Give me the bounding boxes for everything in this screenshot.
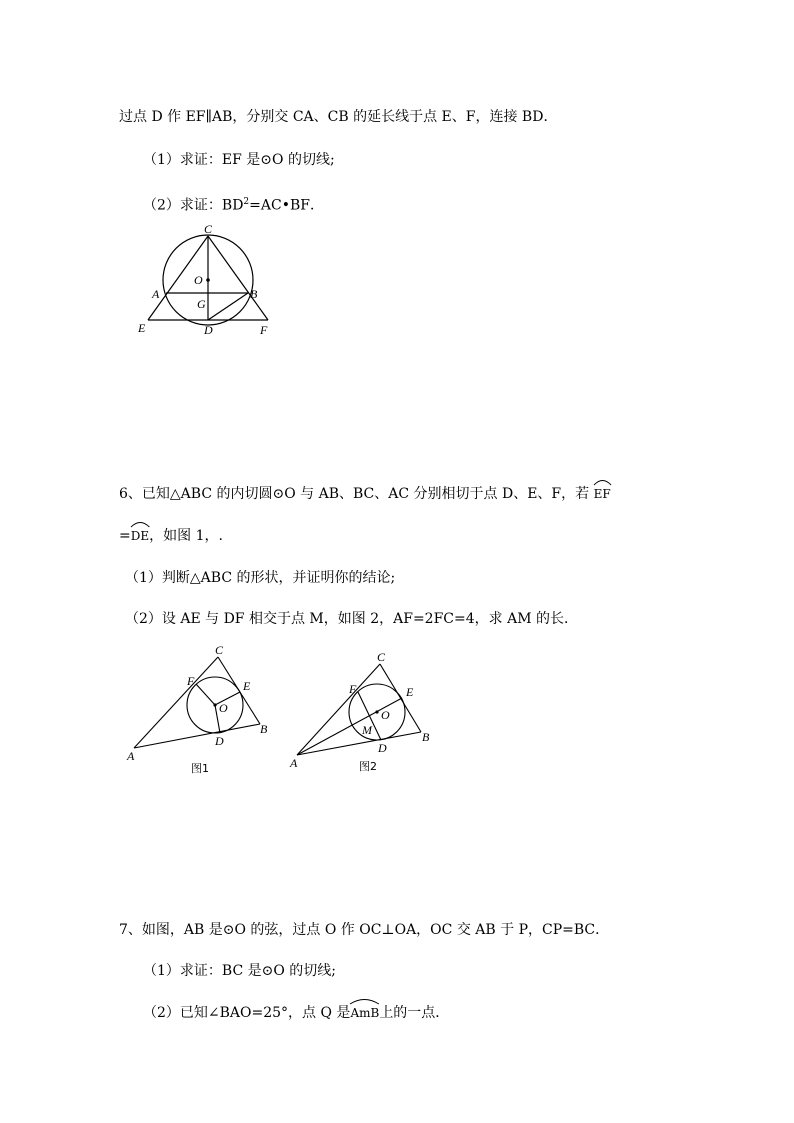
problem7-question2-prefix: （2）已知∠BAO=25°，点 Q 是: [143, 1005, 351, 1021]
arc-de-label: DE: [130, 529, 150, 543]
problem5-question2-exponent: 2: [243, 197, 250, 207]
fig2-label-e: E: [406, 685, 414, 699]
fig1-label-c: C: [215, 643, 224, 657]
problem5-question1: （1）求证：EF 是⊙O 的切线;: [143, 152, 335, 168]
label-e: E: [138, 321, 146, 335]
fig1-label-e: E: [243, 679, 251, 693]
arc-ef-label: EF: [593, 487, 611, 501]
arc-amb: [350, 1004, 379, 1022]
problem7-question2: [143, 1004, 449, 1022]
fig2-segment-ab: [297, 732, 421, 755]
fig2-caption: 图2: [359, 760, 377, 773]
problem7-question2-suffix: 上的一点．: [379, 1005, 450, 1021]
label-b: B: [250, 287, 258, 301]
problem6-statement-tail: ，如图 1，.: [149, 528, 223, 544]
label-a: A: [152, 287, 160, 301]
fig2-label-b: B: [422, 730, 430, 744]
fig2-label-f: F: [349, 682, 357, 696]
problem6-statement-text: 6、已知△ABC 的内切圆⊙O 与 AB、BC、AC 分别相切于点 D、E、F，若: [119, 486, 590, 502]
fig2-label-o: O: [381, 708, 390, 722]
problem7-question1: （1）求证：BC 是⊙O 的切线;: [143, 963, 336, 979]
problem5-question2-suffix: =AC•BF．: [249, 197, 324, 214]
fig1-label-a: A: [127, 749, 135, 763]
fig1-label-f: F: [187, 674, 195, 688]
problem7-statement: 7、如图，AB 是⊙O 的弦，过点 O 作 OC⊥OA，OC 交 AB 于 P，CP=BC．: [119, 922, 610, 938]
problem5-statement: 过点 D 作 EF∥AB，分别交 CA、CB 的延长线于点 E、F，连接 BD．: [119, 109, 558, 125]
fig2-label-c: C: [377, 650, 386, 664]
label-d: D: [204, 323, 213, 337]
fig2-label-m: M: [362, 723, 372, 737]
fig1-label-d: D: [215, 734, 224, 748]
label-o: O: [194, 273, 203, 287]
fig2-segment-ac: [297, 664, 380, 755]
arc-amb-label: AmB: [350, 1006, 380, 1020]
fig1-caption: 图1: [191, 762, 209, 775]
label-c: C: [204, 222, 213, 236]
fig1-label-b: B: [260, 722, 268, 736]
fig2-center-point: [375, 710, 378, 713]
label-f: F: [260, 323, 268, 337]
fig2-label-a: A: [290, 756, 298, 770]
problem5-question2-prefix: （2）求证：BD: [143, 197, 244, 214]
fig1-label-o: O: [219, 701, 228, 715]
problem6-eq-sign: =: [119, 528, 131, 544]
fig2-label-d: D: [378, 741, 387, 755]
label-g: G: [197, 297, 206, 311]
problem6-question1: （1）判断△ABC 的形状，并证明你的结论;: [125, 570, 396, 586]
problem6-question2: （2）设 AE 与 DF 相交于点 M，如图 2，AF=2FC=4，求 AM 的长．: [125, 611, 578, 627]
arc-amb-mark: [350, 997, 379, 1005]
